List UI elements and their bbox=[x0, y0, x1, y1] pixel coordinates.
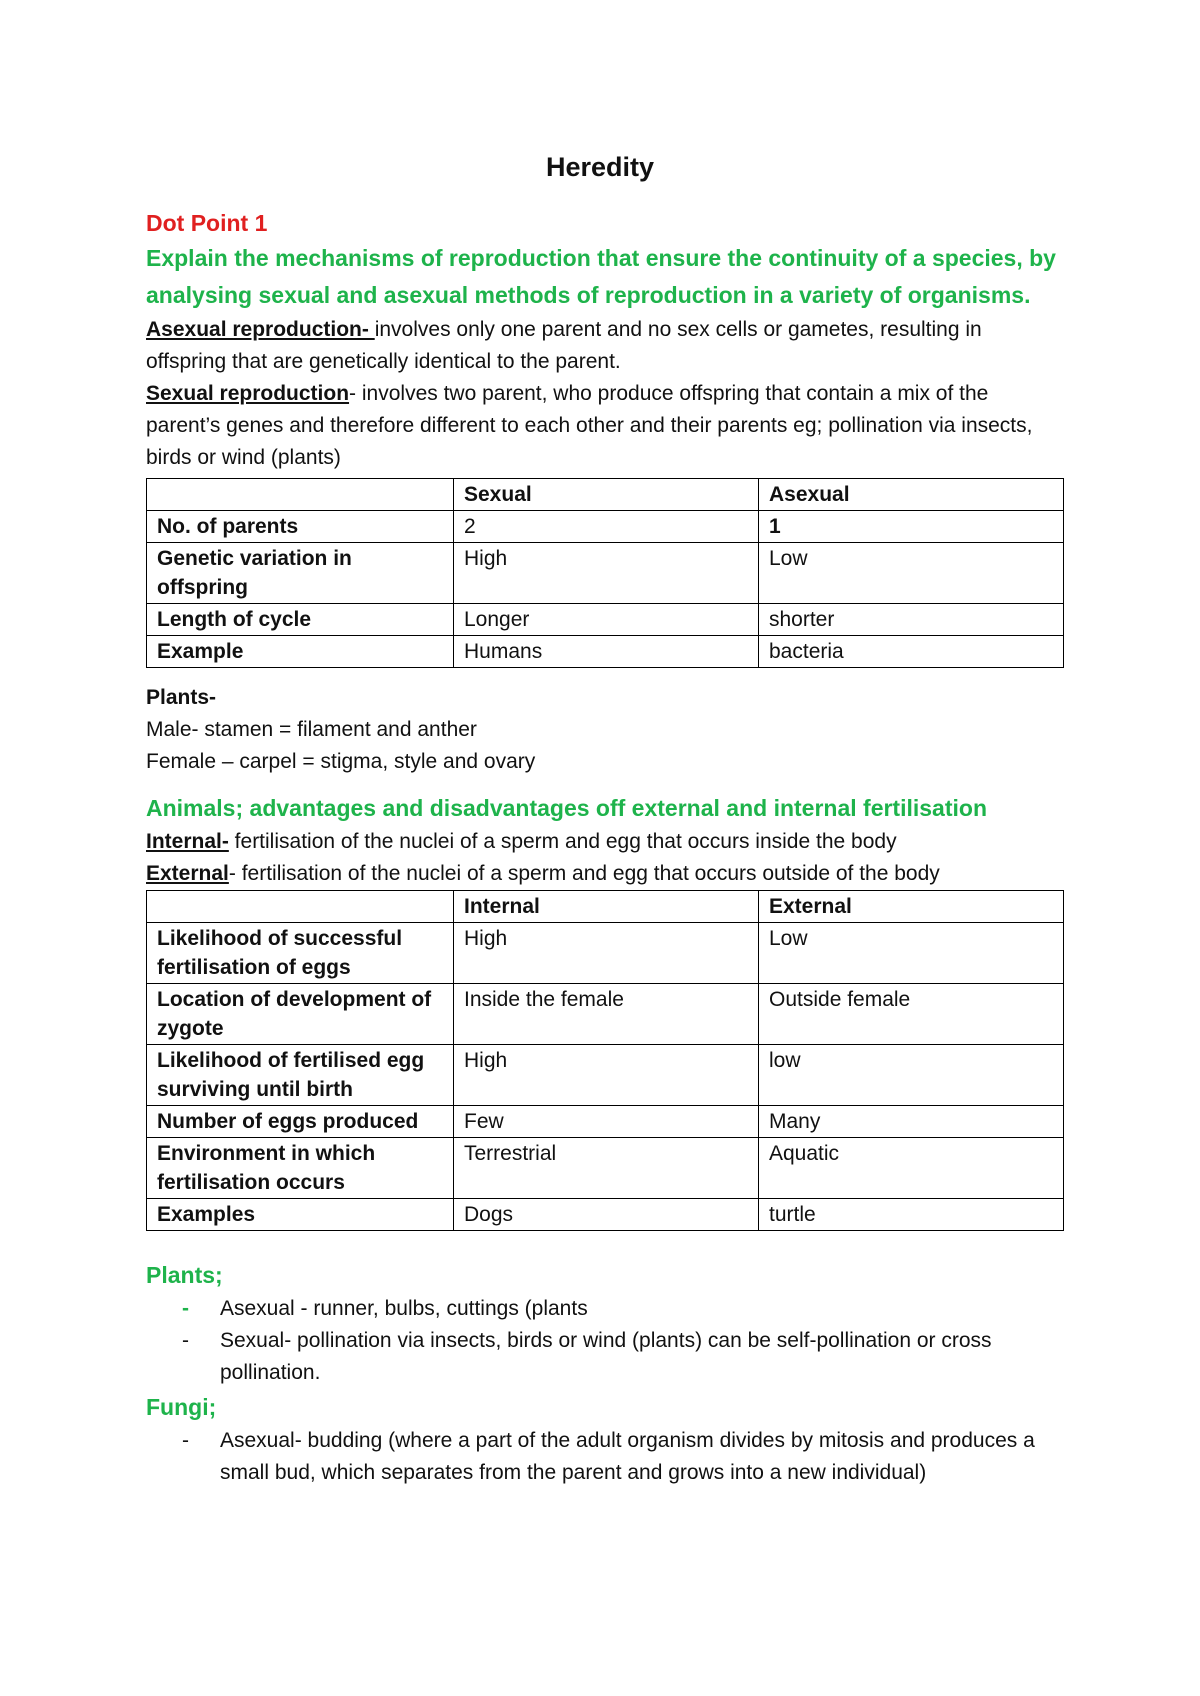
row-label: Number of eggs produced bbox=[147, 1106, 454, 1138]
table-cell: Few bbox=[454, 1106, 759, 1138]
external-term: External bbox=[146, 862, 229, 885]
asexual-definition bbox=[146, 314, 1066, 378]
sexual-term: Sexual reproduction bbox=[146, 382, 350, 405]
table-cell: Longer bbox=[454, 604, 759, 636]
table-header-row bbox=[147, 891, 1064, 923]
table-cell: 1 bbox=[759, 511, 1064, 543]
row-label: No. of parents bbox=[147, 511, 454, 543]
table-row bbox=[147, 984, 1064, 1045]
table-row bbox=[147, 1106, 1064, 1138]
list-item-text: Asexual- budding (where a part of the adult organism divides by mitosis and produces a small bud, which separates from the parent and grows into a new individual) bbox=[220, 1429, 1035, 1484]
fungi-heading: Fungi; bbox=[146, 1394, 217, 1420]
sexual-definition bbox=[146, 378, 1066, 474]
dash-bullet: - bbox=[182, 1429, 189, 1452]
table-row bbox=[147, 1199, 1064, 1231]
table-cell: bacteria bbox=[759, 636, 1064, 668]
list-item bbox=[182, 1293, 1066, 1325]
table-header-cell: External bbox=[759, 891, 1064, 923]
table-cell: Inside the female bbox=[454, 984, 759, 1045]
row-label: Examples bbox=[147, 1199, 454, 1231]
page-title: Heredity bbox=[545, 152, 655, 182]
list-item-text: Sexual- pollination via insects, birds or wind (plants) can be self-pollination or cross pollination. bbox=[220, 1329, 992, 1384]
list-item bbox=[182, 1325, 1066, 1389]
table-cell: Dogs bbox=[454, 1199, 759, 1231]
objective-heading: Explain the mechanisms of reproduction that ensure the continuity of a species, by analysing sexual and asexual methods of reproduction in a variety of organisms. bbox=[146, 245, 1056, 308]
table-cell: low bbox=[759, 1045, 1064, 1106]
list-item bbox=[182, 1425, 1066, 1489]
row-label: Example bbox=[147, 636, 454, 668]
internal-definition bbox=[146, 826, 1066, 858]
asexual-text: involves only one parent and no sex cells or gametes, resulting in offspring that are genetically identical to the parent. bbox=[146, 318, 982, 373]
plants-male-line: Male- stamen = filament and anther bbox=[146, 718, 477, 741]
table-row bbox=[147, 543, 1064, 604]
table-cell: turtle bbox=[759, 1199, 1064, 1231]
table-cell: Low bbox=[759, 543, 1064, 604]
table-header-cell: Asexual bbox=[759, 479, 1064, 511]
row-label: Likelihood of successful fertilisation of eggs bbox=[147, 923, 454, 984]
table-row bbox=[147, 604, 1064, 636]
asexual-term: Asexual reproduction- bbox=[146, 318, 375, 341]
dot-point-heading: Dot Point 1 bbox=[146, 210, 268, 236]
plants-methods-list bbox=[146, 1293, 1066, 1389]
dash-bullet: - bbox=[182, 1329, 189, 1352]
table-cell: Aquatic bbox=[759, 1138, 1064, 1199]
external-text: - fertilisation of the nuclei of a sperm and egg that occurs outside of the body bbox=[228, 862, 940, 885]
external-definition bbox=[146, 858, 1066, 890]
table-header-cell: Sexual bbox=[454, 479, 759, 511]
row-label: Location of development of zygote bbox=[147, 984, 454, 1045]
table-row bbox=[147, 923, 1064, 984]
fungi-methods-list bbox=[146, 1425, 1066, 1489]
plants-heading: Plants- bbox=[146, 686, 217, 709]
plants-female-line: Female – carpel = stigma, style and ovary bbox=[146, 750, 536, 773]
internal-term: Internal- bbox=[146, 830, 229, 853]
document-body bbox=[146, 206, 1066, 1489]
table-cell: Many bbox=[759, 1106, 1064, 1138]
table-row bbox=[147, 636, 1064, 668]
table-header-cell bbox=[147, 479, 454, 511]
row-label: Likelihood of fertilised egg surviving until birth bbox=[147, 1045, 454, 1106]
fertilisation-comparison-table bbox=[146, 890, 1064, 1231]
row-label: Environment in which fertilisation occurs bbox=[147, 1138, 454, 1199]
table-row bbox=[147, 511, 1064, 543]
row-label: Genetic variation in offspring bbox=[147, 543, 454, 604]
table-row bbox=[147, 1138, 1064, 1199]
table-cell: High bbox=[454, 1045, 759, 1106]
list-item-text: Asexual - runner, bulbs, cuttings (plants bbox=[220, 1297, 588, 1320]
table-cell: Outside female bbox=[759, 984, 1064, 1045]
plants-methods-heading: Plants; bbox=[146, 1262, 223, 1288]
table-header-cell bbox=[147, 891, 454, 923]
internal-text: fertilisation of the nuclei of a sperm and egg that occurs inside the body bbox=[228, 830, 897, 853]
table-header-row bbox=[147, 479, 1064, 511]
reproduction-comparison-table bbox=[146, 478, 1064, 668]
table-cell: 2 bbox=[454, 511, 759, 543]
animals-heading: Animals; advantages and disadvantages off external and internal fertilisation bbox=[146, 795, 987, 821]
table-header-cell: Internal bbox=[454, 891, 759, 923]
sexual-text: - involves two parent, who produce offspring that contain a mix of the parent’s genes and therefore different to each other and their parents eg; pollination via insects, birds or wind (plants) bbox=[146, 382, 1033, 469]
table-row bbox=[147, 1045, 1064, 1106]
table-cell: Humans bbox=[454, 636, 759, 668]
table-cell: High bbox=[454, 543, 759, 604]
table-cell: Low bbox=[759, 923, 1064, 984]
table-cell: High bbox=[454, 923, 759, 984]
row-label: Length of cycle bbox=[147, 604, 454, 636]
table-cell: shorter bbox=[759, 604, 1064, 636]
dash-bullet: - bbox=[182, 1297, 189, 1320]
table-cell: Terrestrial bbox=[454, 1138, 759, 1199]
